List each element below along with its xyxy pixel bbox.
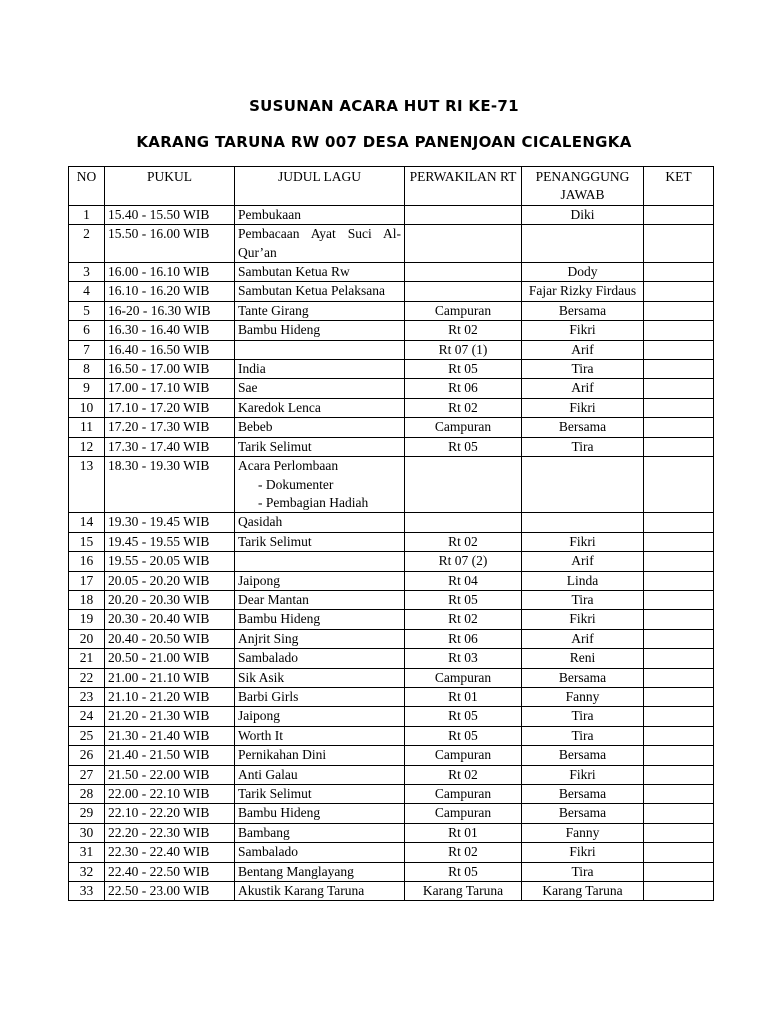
cell-pukul: 16.00 - 16.10 WIB (105, 263, 235, 282)
cell-perwakilan-rt: Rt 07 (2) (405, 552, 522, 571)
cell-judul-lagu: Dear Mantan (235, 590, 405, 609)
cell-perwakilan-rt: Rt 02 (405, 532, 522, 551)
table-row (69, 746, 714, 765)
cell-penanggung-jawab: Karang Taruna (522, 882, 644, 901)
cell-penanggung-jawab: Reni (522, 649, 644, 668)
cell-ket (644, 726, 714, 745)
cell-ket (644, 457, 714, 513)
cell-perwakilan-rt: Rt 05 (405, 862, 522, 881)
cell-no: 19 (69, 610, 105, 629)
cell-penanggung-jawab: Linda (522, 571, 644, 590)
cell-pukul: 20.20 - 20.30 WIB (105, 590, 235, 609)
cell-penanggung-jawab: Tira (522, 707, 644, 726)
cell-perwakilan-rt: Rt 05 (405, 707, 522, 726)
cell-perwakilan-rt: Rt 05 (405, 360, 522, 379)
table-row (69, 321, 714, 340)
cell-pukul: 22.20 - 22.30 WIB (105, 823, 235, 842)
cell-ket (644, 687, 714, 706)
cell-ket (644, 707, 714, 726)
cell-perwakilan-rt: Campuran (405, 804, 522, 823)
cell-no: 23 (69, 687, 105, 706)
cell-pukul: 22.10 - 22.20 WIB (105, 804, 235, 823)
cell-judul-lagu: Jaipong (235, 707, 405, 726)
cell-judul-lagu: Qasidah (235, 513, 405, 532)
schedule-table (68, 166, 714, 901)
header-perwakilan-rt: PERWAKILAN RT (405, 167, 522, 206)
cell-no: 6 (69, 321, 105, 340)
cell-ket (644, 360, 714, 379)
cell-no: 1 (69, 205, 105, 224)
cell-no: 28 (69, 785, 105, 804)
table-row (69, 785, 714, 804)
cell-perwakilan-rt: Rt 04 (405, 571, 522, 590)
cell-judul-lagu: Anjrit Sing (235, 629, 405, 648)
cell-judul-lagu: Pernikahan Dini (235, 746, 405, 765)
cell-penanggung-jawab: Fanny (522, 687, 644, 706)
cell-penanggung-jawab: Fikri (522, 398, 644, 417)
cell-penanggung-jawab: Fikri (522, 843, 644, 862)
cell-penanggung-jawab: Bersama (522, 668, 644, 687)
cell-penanggung-jawab: Tira (522, 726, 644, 745)
cell-judul-lagu: Sambalado (235, 843, 405, 862)
cell-judul-lagu: Tarik Selimut (235, 785, 405, 804)
cell-no: 13 (69, 457, 105, 513)
cell-no: 12 (69, 437, 105, 456)
cell-no: 4 (69, 282, 105, 301)
cell-perwakilan-rt: Campuran (405, 785, 522, 804)
cell-ket (644, 823, 714, 842)
cell-penanggung-jawab: Bersama (522, 746, 644, 765)
cell-no: 31 (69, 843, 105, 862)
cell-perwakilan-rt: Rt 05 (405, 437, 522, 456)
table-row (69, 398, 714, 417)
cell-perwakilan-rt: Rt 02 (405, 610, 522, 629)
cell-perwakilan-rt: Rt 02 (405, 843, 522, 862)
cell-no: 5 (69, 301, 105, 320)
cell-pukul: 21.00 - 21.10 WIB (105, 668, 235, 687)
cell-pukul: 22.30 - 22.40 WIB (105, 843, 235, 862)
cell-ket (644, 629, 714, 648)
cell-pukul: 20.50 - 21.00 WIB (105, 649, 235, 668)
document-subtitle: KARANG TARUNA RW 007 DESA PANENJOAN CICALENGKA (136, 133, 632, 151)
cell-pukul: 16.40 - 16.50 WIB (105, 340, 235, 359)
cell-penanggung-jawab: Bersama (522, 301, 644, 320)
cell-ket (644, 882, 714, 901)
cell-perwakilan-rt: Campuran (405, 418, 522, 437)
table-row (69, 765, 714, 784)
cell-pukul: 15.50 - 16.00 WIB (105, 225, 235, 263)
cell-ket (644, 398, 714, 417)
cell-pukul: 17.30 - 17.40 WIB (105, 437, 235, 456)
table-row (69, 590, 714, 609)
table-row (69, 571, 714, 590)
cell-judul-lagu: Bentang Manglayang (235, 862, 405, 881)
cell-penanggung-jawab: Fikri (522, 321, 644, 340)
cell-ket (644, 437, 714, 456)
cell-perwakilan-rt: Rt 06 (405, 629, 522, 648)
cell-judul-lagu: Sambutan Ketua Pelaksana (235, 282, 405, 301)
cell-pukul: 19.30 - 19.45 WIB (105, 513, 235, 532)
cell-pukul: 22.00 - 22.10 WIB (105, 785, 235, 804)
cell-pukul: 20.05 - 20.20 WIB (105, 571, 235, 590)
table-header-row (69, 167, 714, 206)
table-row (69, 823, 714, 842)
cell-judul-lagu: Jaipong (235, 571, 405, 590)
table-row (69, 457, 714, 513)
cell-penanggung-jawab: Tira (522, 437, 644, 456)
cell-perwakilan-rt: Rt 03 (405, 649, 522, 668)
cell-ket (644, 282, 714, 301)
cell-no: 10 (69, 398, 105, 417)
table-row (69, 360, 714, 379)
table-row (69, 513, 714, 532)
cell-judul-lagu: Bambu Hideng (235, 610, 405, 629)
table-row (69, 263, 714, 282)
cell-pukul: 16.10 - 16.20 WIB (105, 282, 235, 301)
cell-no: 22 (69, 668, 105, 687)
table-row (69, 437, 714, 456)
cell-judul-lagu: Akustik Karang Taruna (235, 882, 405, 901)
cell-perwakilan-rt: Rt 01 (405, 687, 522, 706)
cell-no: 27 (69, 765, 105, 784)
cell-judul-lagu: Sambutan Ketua Rw (235, 263, 405, 282)
table-row (69, 532, 714, 551)
cell-no: 20 (69, 629, 105, 648)
cell-pukul: 16.30 - 16.40 WIB (105, 321, 235, 340)
cell-ket (644, 379, 714, 398)
cell-perwakilan-rt: Karang Taruna (405, 882, 522, 901)
table-row (69, 610, 714, 629)
cell-penanggung-jawab: Fajar Rizky Firdaus (522, 282, 644, 301)
table-row (69, 282, 714, 301)
cell-ket (644, 225, 714, 263)
cell-perwakilan-rt (405, 282, 522, 301)
table-row (69, 205, 714, 224)
cell-no: 2 (69, 225, 105, 263)
cell-perwakilan-rt: Rt 05 (405, 590, 522, 609)
header-judul-lagu: JUDUL LAGU (235, 167, 405, 206)
cell-pukul: 17.20 - 17.30 WIB (105, 418, 235, 437)
judul-sub-item: - Pembagian Hadiah (258, 494, 369, 510)
table-row (69, 726, 714, 745)
cell-perwakilan-rt (405, 225, 522, 263)
cell-perwakilan-rt: Rt 07 (1) (405, 340, 522, 359)
cell-penanggung-jawab (522, 457, 644, 513)
cell-ket (644, 513, 714, 532)
table-row (69, 552, 714, 571)
cell-penanggung-jawab: Arif (522, 629, 644, 648)
table-row (69, 668, 714, 687)
cell-pukul: 21.20 - 21.30 WIB (105, 707, 235, 726)
cell-ket (644, 571, 714, 590)
table-row (69, 379, 714, 398)
cell-pukul: 19.55 - 20.05 WIB (105, 552, 235, 571)
cell-judul-lagu: Worth It (235, 726, 405, 745)
cell-penanggung-jawab: Fanny (522, 823, 644, 842)
table-row (69, 707, 714, 726)
cell-penanggung-jawab (522, 225, 644, 263)
cell-ket (644, 610, 714, 629)
table-row (69, 225, 714, 263)
cell-ket (644, 301, 714, 320)
cell-perwakilan-rt: Rt 02 (405, 321, 522, 340)
cell-no: 16 (69, 552, 105, 571)
cell-penanggung-jawab: Fikri (522, 610, 644, 629)
cell-ket (644, 552, 714, 571)
cell-pukul: 22.50 - 23.00 WIB (105, 882, 235, 901)
cell-penanggung-jawab: Tira (522, 862, 644, 881)
cell-judul-lagu: Bambu Hideng (235, 804, 405, 823)
cell-ket (644, 418, 714, 437)
cell-pukul: 18.30 - 19.30 WIB (105, 457, 235, 513)
cell-no: 24 (69, 707, 105, 726)
cell-no: 25 (69, 726, 105, 745)
cell-ket (644, 785, 714, 804)
cell-ket (644, 804, 714, 823)
header-no: NO (69, 167, 105, 206)
judul-main-text: Acara Perlombaan (238, 458, 339, 474)
cell-no: 32 (69, 862, 105, 881)
cell-judul-lagu: Sae (235, 379, 405, 398)
table-row (69, 843, 714, 862)
cell-no: 17 (69, 571, 105, 590)
cell-pukul: 17.00 - 17.10 WIB (105, 379, 235, 398)
cell-judul-lagu: Pembukaan (235, 205, 405, 224)
cell-perwakilan-rt: Rt 02 (405, 398, 522, 417)
cell-perwakilan-rt: Campuran (405, 301, 522, 320)
table-row (69, 301, 714, 320)
cell-pukul: 21.50 - 22.00 WIB (105, 765, 235, 784)
cell-no: 11 (69, 418, 105, 437)
judul-sub-item: - Dokumenter (258, 476, 334, 492)
cell-judul-lagu (235, 552, 405, 571)
cell-judul-lagu (235, 340, 405, 359)
cell-ket (644, 321, 714, 340)
schedule-rows (69, 205, 714, 901)
cell-perwakilan-rt: Rt 02 (405, 765, 522, 784)
cell-no: 26 (69, 746, 105, 765)
cell-ket (644, 205, 714, 224)
table-row (69, 649, 714, 668)
table-row (69, 862, 714, 881)
cell-perwakilan-rt: Campuran (405, 746, 522, 765)
cell-judul-lagu: Barbi Girls (235, 687, 405, 706)
cell-no: 9 (69, 379, 105, 398)
cell-no: 33 (69, 882, 105, 901)
cell-no: 3 (69, 263, 105, 282)
table-row (69, 340, 714, 359)
cell-judul-lagu: Sik Asik (235, 668, 405, 687)
cell-penanggung-jawab: Bersama (522, 804, 644, 823)
table-row (69, 882, 714, 901)
cell-no: 7 (69, 340, 105, 359)
cell-penanggung-jawab: Tira (522, 590, 644, 609)
cell-ket (644, 843, 714, 862)
cell-ket (644, 649, 714, 668)
cell-penanggung-jawab: Arif (522, 379, 644, 398)
cell-penanggung-jawab: Bersama (522, 418, 644, 437)
table-row (69, 804, 714, 823)
cell-no: 8 (69, 360, 105, 379)
cell-no: 29 (69, 804, 105, 823)
cell-pukul: 21.40 - 21.50 WIB (105, 746, 235, 765)
cell-penanggung-jawab: Dody (522, 263, 644, 282)
cell-no: 30 (69, 823, 105, 842)
cell-judul-lagu: Karedok Lenca (235, 398, 405, 417)
cell-judul-lagu: Bambang (235, 823, 405, 842)
cell-judul-lagu: Pembacaan Ayat Suci Al-Qur’an (235, 225, 405, 263)
cell-no: 18 (69, 590, 105, 609)
document-title: SUSUNAN ACARA HUT RI KE-71 (249, 97, 519, 115)
cell-pukul: 17.10 - 17.20 WIB (105, 398, 235, 417)
cell-judul-lagu: Tante Girang (235, 301, 405, 320)
cell-penanggung-jawab: Arif (522, 552, 644, 571)
cell-penanggung-jawab: Tira (522, 360, 644, 379)
cell-no: 15 (69, 532, 105, 551)
table-row (69, 418, 714, 437)
cell-no: 21 (69, 649, 105, 668)
table-row (69, 687, 714, 706)
cell-judul-lagu: Bebeb (235, 418, 405, 437)
cell-penanggung-jawab: Arif (522, 340, 644, 359)
cell-judul-lagu: India (235, 360, 405, 379)
cell-perwakilan-rt (405, 263, 522, 282)
cell-perwakilan-rt (405, 205, 522, 224)
cell-perwakilan-rt (405, 457, 522, 513)
cell-judul-lagu: Tarik Selimut (235, 437, 405, 456)
cell-pukul: 22.40 - 22.50 WIB (105, 862, 235, 881)
cell-perwakilan-rt: Rt 05 (405, 726, 522, 745)
cell-ket (644, 668, 714, 687)
cell-penanggung-jawab: Fikri (522, 765, 644, 784)
cell-penanggung-jawab: Diki (522, 205, 644, 224)
cell-penanggung-jawab: Fikri (522, 532, 644, 551)
cell-no: 14 (69, 513, 105, 532)
cell-ket (644, 340, 714, 359)
cell-penanggung-jawab (522, 513, 644, 532)
cell-pukul: 15.40 - 15.50 WIB (105, 205, 235, 224)
header-pukul: PUKUL (105, 167, 235, 206)
cell-perwakilan-rt: Rt 06 (405, 379, 522, 398)
cell-ket (644, 263, 714, 282)
cell-ket (644, 590, 714, 609)
cell-ket (644, 746, 714, 765)
cell-judul-lagu: Tarik Selimut (235, 532, 405, 551)
table-row (69, 629, 714, 648)
cell-penanggung-jawab: Bersama (522, 785, 644, 804)
cell-perwakilan-rt (405, 513, 522, 532)
cell-judul-lagu (235, 457, 405, 513)
cell-judul-lagu: Sambalado (235, 649, 405, 668)
cell-pukul: 20.30 - 20.40 WIB (105, 610, 235, 629)
cell-judul-lagu: Anti Galau (235, 765, 405, 784)
cell-perwakilan-rt: Rt 01 (405, 823, 522, 842)
header-ket: KET (644, 167, 714, 206)
cell-ket (644, 862, 714, 881)
cell-perwakilan-rt: Campuran (405, 668, 522, 687)
cell-pukul: 20.40 - 20.50 WIB (105, 629, 235, 648)
header-penanggung-jawab: PENANGGUNG JAWAB (522, 167, 644, 206)
cell-pukul: 21.30 - 21.40 WIB (105, 726, 235, 745)
cell-pukul: 16-20 - 16.30 WIB (105, 301, 235, 320)
cell-pukul: 19.45 - 19.55 WIB (105, 532, 235, 551)
cell-ket (644, 765, 714, 784)
cell-ket (644, 532, 714, 551)
cell-judul-lagu: Bambu Hideng (235, 321, 405, 340)
cell-pukul: 16.50 - 17.00 WIB (105, 360, 235, 379)
cell-pukul: 21.10 - 21.20 WIB (105, 687, 235, 706)
